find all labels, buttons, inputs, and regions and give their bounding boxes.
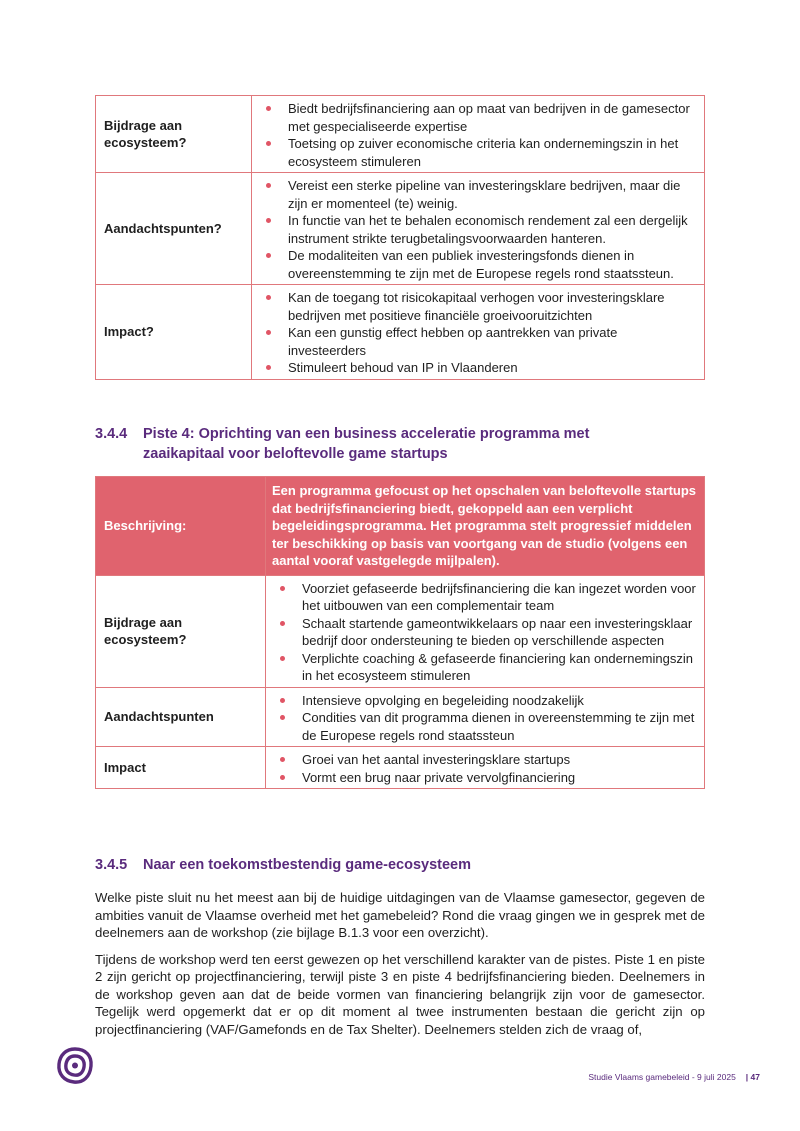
list-item: Vereist een sterke pipeline van investeringsklare bedrijven, maar die zijn er momenteel (te) weinig. [260, 177, 696, 212]
section-title-line-1: Piste 4: Oprichting van een business acceleratie programma met [143, 426, 590, 442]
evaluation-table-piste-3 [95, 95, 705, 380]
footer-text: Studie Vlaams gamebeleid - 9 juli 2025 [588, 1072, 736, 1082]
table-row [96, 687, 705, 747]
row-label: Impact [96, 747, 266, 789]
list-item: De modaliteiten van een publiek investeringsfonds dienen in overeenstemming te zijn met de Europese regels rond staatssteun. [260, 247, 696, 282]
studio-logo-icon [56, 1047, 94, 1085]
bullet-list [274, 751, 696, 786]
section-title-line-2: zaaikapitaal voor beloftevolle game startups [143, 446, 448, 462]
evaluation-table-piste-4 [95, 476, 705, 789]
list-item: Vormt een brug naar private vervolgfinanciering [274, 769, 696, 787]
bullet-list [260, 177, 696, 282]
table-row [96, 575, 705, 687]
section-heading-3-4-5 [95, 855, 705, 875]
list-item: Voorziet gefaseerde bedrijfsfinanciering die kan ingezet worden voor het uitbouwen van een complementair team [274, 580, 696, 615]
page-footer [588, 1072, 760, 1082]
row-label: Bijdrage aan ecosysteem? [96, 96, 252, 173]
description-row [96, 477, 705, 576]
table-row [96, 96, 705, 173]
table-row [96, 285, 705, 380]
list-item: Condities van dit programma dienen in overeenstemming te zijn met de Europese regels rond staatssteun [274, 709, 696, 744]
description-text: Een programma gefocust op het opschalen van beloftevolle startups dat bedrijfsfinanciering biedt, gekoppeld aan een verplicht begeleidingsprogramma. Het programma stelt progressief middelen ter beschikking op basis van voortgang van de studio (volgens een aantal vooraf vastgelegde mijlpalen). [266, 477, 705, 576]
description-label: Beschrijving: [96, 477, 266, 576]
body-text [95, 889, 705, 1047]
row-label: Aandachtspunten? [96, 173, 252, 285]
bullet-list [260, 289, 696, 377]
paragraph: Welke piste sluit nu het meest aan bij de huidige uitdagingen van de Vlaamse gamesector, gegeven de ambities vanuit de Vlaamse overheid met het gamebeleid? Rond die vraag gingen we in gesprek met de deelnemers aan de workshop (zie bijlage B.1.3 voor een overzicht). [95, 890, 705, 940]
list-item: Toetsing op zuiver economische criteria kan ondernemingszin in het ecosysteem stimuleren [260, 135, 696, 170]
section-title: Naar een toekomstbestendig game-ecosysteem [143, 857, 471, 873]
list-item: Kan de toegang tot risicokapitaal verhogen voor investeringsklare bedrijven met positieve financiële groeivooruitzichten [260, 289, 696, 324]
list-item: Kan een gunstig effect hebben op aantrekken van private investeerders [260, 324, 696, 359]
paragraph: Tijdens de workshop werd ten eerst gewezen op het verschillend karakter van de pistes. Piste 1 en piste 2 zijn gericht op projectfinanciering, terwijl piste 3 en piste 4 bedrijfsfinanciering bieden. Deelnemers in de workshop geven aan dat de beide vormen van financiering belangrijk zijn voor de gamesector. Tegelijk werd opgemerkt dat er op dit moment al twee instrumenten bestaan die gericht zijn op projectfinanciering (VAF/Gamefonds en de Tax Shelter). Deelnemers stelden zich de vraag of, [95, 951, 705, 1037]
page-number: | 47 [745, 1072, 760, 1082]
list-item: Biedt bedrijfsfinanciering aan op maat van bedrijven in de gamesector met gespecialiseerde expertise [260, 100, 696, 135]
section-number: 3.4.5 [95, 857, 128, 873]
list-item: Groei van het aantal investeringsklare startups [274, 751, 696, 769]
list-item: Stimuleert behoud van IP in Vlaanderen [260, 359, 696, 377]
bullet-list [274, 692, 696, 745]
table-row [96, 173, 705, 285]
section-heading-3-4-4 [95, 424, 705, 464]
list-item: Schaalt startende gameontwikkelaars op naar een investeringsklaar bedrijf door ondersteuning te bieden op verschillende aspecten [274, 615, 696, 650]
table-row [96, 747, 705, 789]
row-label: Impact? [96, 285, 252, 380]
list-item: Intensieve opvolging en begeleiding noodzakelijk [274, 692, 696, 710]
bullet-list [274, 580, 696, 685]
row-label: Aandachtspunten [96, 687, 266, 747]
section-number: 3.4.4 [95, 426, 128, 442]
row-label: Bijdrage aan ecosysteem? [96, 575, 266, 687]
list-item: Verplichte coaching & gefaseerde financiering kan ondernemingszin in het ecosysteem stimuleren [274, 650, 696, 685]
list-item: In functie van het te behalen economisch rendement zal een dergelijk instrument strikte terugbetalingsvoorwaarden hanteren. [260, 212, 696, 247]
bullet-list [260, 100, 696, 170]
